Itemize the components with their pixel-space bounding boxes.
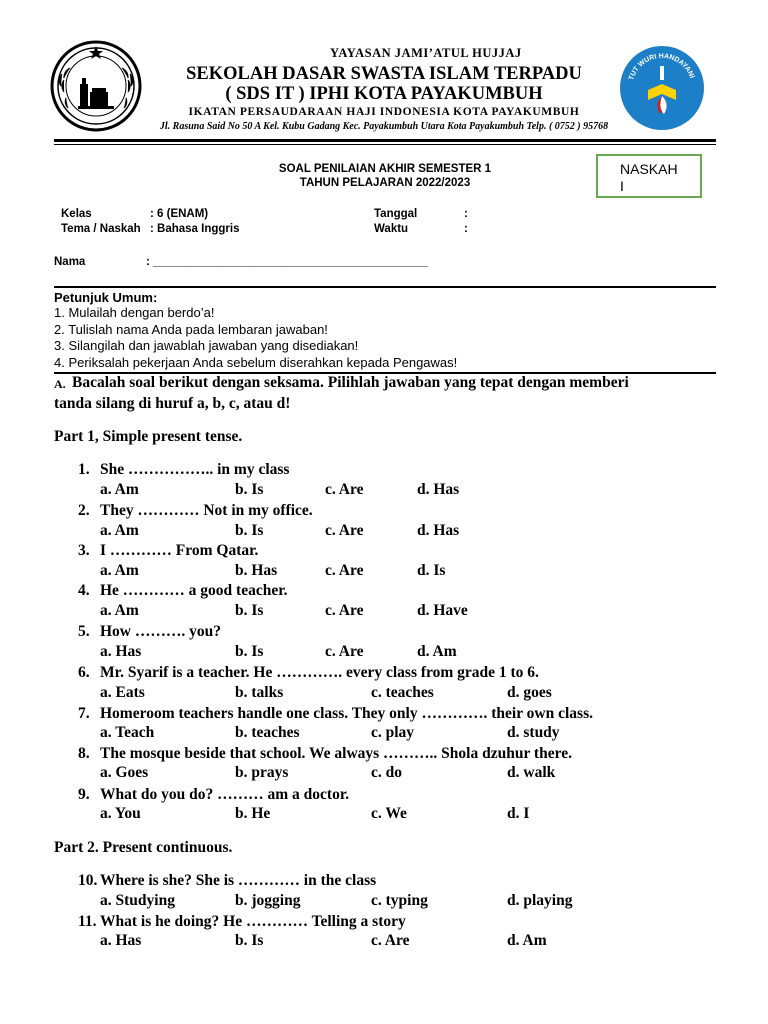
option-a[interactable]: a. Am [100,562,139,579]
question-number: 2. [78,502,90,519]
option-d[interactable]: d. Am [417,643,457,660]
part-1-title: Part 1, Simple present tense. [54,428,243,445]
option-b[interactable]: b. He [235,805,271,822]
question-number: 6. [78,664,90,681]
question-text: What do you do? ……… am a doctor. [100,786,350,803]
option-c[interactable]: c. do [371,764,402,781]
option-b[interactable]: b. talks [235,684,284,701]
waktu-colon: : [464,223,468,235]
question-number: 11. [78,913,97,930]
option-a[interactable]: a. Am [100,522,139,539]
naskah-label: NASKAH [620,161,678,177]
letterhead-divider-thin [54,144,716,145]
question-text: Homeroom teachers handle one class. They only …………. their own class. [100,705,593,722]
instruction-item: 4. Periksalah pekerjaan Anda sebelum diserahkan kepada Pengawas! [54,355,458,370]
question-text: He ………… a good teacher. [100,582,288,599]
option-b[interactable]: b. Is [235,602,264,619]
option-a[interactable]: a. Am [100,602,139,619]
tanggal-label: Tanggal [374,208,418,220]
association-name: IKATAN PERSAUDARAAN HAJI INDONESIA KOTA PAYAKUMBUH [188,106,580,118]
school-address: Jl. Rasuna Said No 50 A Kel. Kubu Gadang Kec. Payakumbuh Utara Kota Payakumbuh Telp. ( 0752 ) 95768 [159,121,609,132]
question-number: 1. [78,461,90,478]
option-d[interactable]: d. Has [417,481,460,498]
option-c[interactable]: c. Are [325,522,364,539]
option-b[interactable]: b. teaches [235,724,300,741]
question-text: They ………… Not in my office. [100,502,313,519]
logo-motto: TUT WURI HANDAYANI [628,52,696,82]
option-d[interactable]: d. Am [507,932,547,949]
question-number: 9. [78,786,90,803]
question-text: The mosque beside that school. We always ……….. Shola dzuhur there. [100,745,572,762]
option-a[interactable]: a. Goes [100,764,149,781]
foundation-name: YAYASAN JAMI’ATUL HUJJAJ [330,46,522,60]
question-text: She …………….. in my class [100,461,290,478]
info-divider [54,286,716,288]
option-d[interactable]: d. Is [417,562,446,579]
question-text: I ………… From Qatar. [100,542,259,559]
school-name: SEKOLAH DASAR SWASTA ISLAM TERPADU [186,64,582,84]
option-c[interactable]: c. We [371,805,407,822]
option-a[interactable]: a. Eats [100,684,145,701]
option-a[interactable]: a. Am [100,481,139,498]
option-b[interactable]: b. Has [235,562,278,579]
option-d[interactable]: d. goes [507,684,552,701]
instruction-item: 2. Tulislah nama Anda pada lembaran jawaban! [54,322,328,337]
option-c[interactable]: c. Are [325,643,364,660]
option-d[interactable]: d. study [507,724,560,741]
option-d[interactable]: d. I [507,805,530,822]
option-a[interactable]: a. Studying [100,892,175,909]
option-b[interactable]: b. Is [235,481,264,498]
question-text: What is he doing? He ………… Telling a story [100,913,406,930]
tema-value: : Bahasa Inggris [150,223,240,235]
nama-field[interactable]: : ___________________________________________ [146,256,429,268]
option-c[interactable]: c. Are [325,562,364,579]
question-text: How ………. you? [100,623,221,640]
question-number: 7. [78,705,90,722]
question-text: Mr. Syarif is a teacher. He …………. every class from grade 1 to 6. [100,664,539,681]
left-school-logo [50,40,142,132]
tanggal-colon: : [464,208,468,220]
option-b[interactable]: b. prays [235,764,289,781]
exam-year: TAHUN PELAJARAN 2022/2023 [299,177,471,189]
option-d[interactable]: d. Have [417,602,468,619]
option-b[interactable]: b. Is [235,643,264,660]
question-number: 5. [78,623,90,640]
kelas-label: Kelas [61,208,92,220]
tema-label: Tema / Naskah [61,223,141,235]
question-number: 3. [78,542,90,559]
option-a[interactable]: a. Has [100,643,142,660]
option-c[interactable]: c. teaches [371,684,434,701]
option-c[interactable]: c. play [371,724,415,741]
question-text: Where is she? She is ………… in the class [100,872,377,889]
school-name-2: ( SDS IT ) IPHI KOTA PAYAKUMBUH [225,84,543,104]
option-d[interactable]: d. walk [507,764,556,781]
option-c[interactable]: c. typing [371,892,428,909]
instruction-item: 3. Silangilah dan jawablah jawaban yang disediakan! [54,338,359,353]
option-d[interactable]: d. playing [507,892,573,909]
waktu-label: Waktu [374,223,409,235]
option-a[interactable]: a. You [100,805,141,822]
section-a-instruction-2: tanda silang di huruf a, b, c, atau d! [54,395,291,412]
kelas-value: : 6 (ENAM) [150,208,209,220]
option-b[interactable]: b. jogging [235,892,301,909]
option-a[interactable]: a. Teach [100,724,155,741]
nama-label: Nama [54,256,86,268]
option-b[interactable]: b. Is [235,932,264,949]
question-number: 8. [78,745,90,762]
option-b[interactable]: b. Is [235,522,264,539]
section-a-instruction-1: Bacalah soal berikut dengan seksama. Pilihlah jawaban yang tepat dengan memberi [72,374,629,391]
option-d[interactable]: d. Has [417,522,460,539]
option-c[interactable]: c. Are [371,932,410,949]
letterhead-divider-thick [54,139,716,142]
right-tut-wuri-logo [618,44,706,132]
exam-title: SOAL PENILAIAN AKHIR SEMESTER 1 [278,163,492,175]
naskah-value: I [620,178,624,194]
option-a[interactable]: a. Has [100,932,142,949]
part-2-title: Part 2. Present continuous. [54,839,233,856]
instruction-item: 1. Mulailah dengan berdo’a! [54,305,215,320]
section-a-label: A. [54,377,66,391]
instructions-title: Petunjuk Umum: [54,290,158,305]
option-c[interactable]: c. Are [325,481,364,498]
naskah-box [596,154,702,198]
question-number: 4. [78,582,90,599]
option-c[interactable]: c. Are [325,602,364,619]
question-number: 10. [78,872,98,889]
